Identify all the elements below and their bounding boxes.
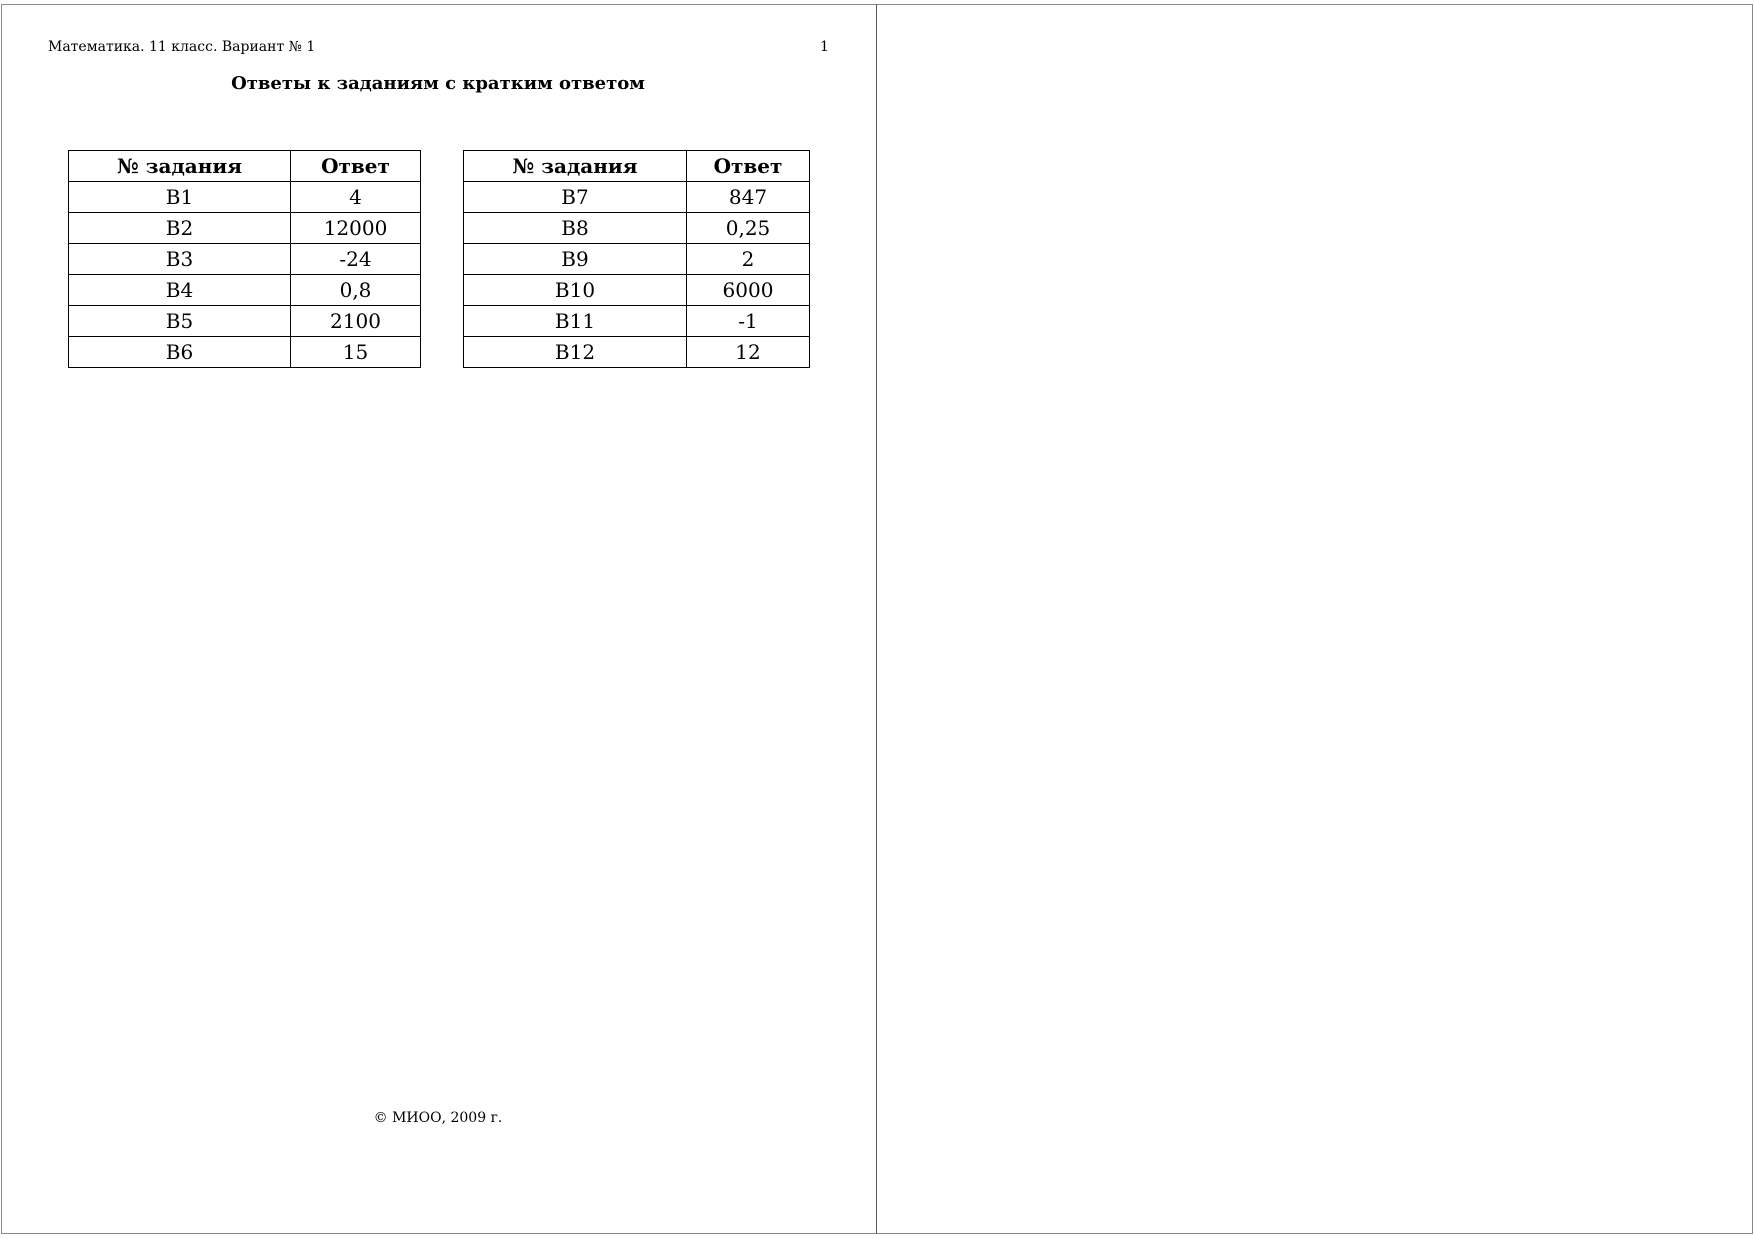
answer-cell: 847 (687, 182, 810, 213)
page-number: 1 (820, 39, 829, 55)
table-row (464, 182, 810, 213)
answers-table-left (68, 150, 421, 368)
task-cell: B8 (464, 213, 687, 244)
table-row (69, 337, 421, 368)
task-cell: B11 (464, 306, 687, 337)
answer-cell: 15 (291, 337, 421, 368)
table-row (69, 182, 421, 213)
task-cell: B5 (69, 306, 291, 337)
task-cell: B2 (69, 213, 291, 244)
column-header-task: № задания (69, 151, 291, 182)
task-cell: B6 (69, 337, 291, 368)
table-header-row (464, 151, 810, 182)
table-row (69, 213, 421, 244)
table-header-row (69, 151, 421, 182)
copyright-footer: © МИОО, 2009 г. (373, 1110, 503, 1126)
page-divider (876, 4, 877, 1234)
answer-cell: -1 (687, 306, 810, 337)
running-head: Математика. 11 класс. Вариант № 1 (48, 39, 316, 55)
table-row (464, 275, 810, 306)
table-row (69, 306, 421, 337)
task-cell: B9 (464, 244, 687, 275)
column-header-task: № задания (464, 151, 687, 182)
answer-cell: 12 (687, 337, 810, 368)
table-row (464, 337, 810, 368)
task-cell: B10 (464, 275, 687, 306)
task-cell: B1 (69, 182, 291, 213)
task-cell: B4 (69, 275, 291, 306)
column-header-answer: Ответ (687, 151, 810, 182)
task-cell: B3 (69, 244, 291, 275)
page-title: Ответы к заданиям с кратким ответом (231, 73, 645, 94)
table-row (464, 244, 810, 275)
answer-cell: 0,8 (291, 275, 421, 306)
answer-cell: 6000 (687, 275, 810, 306)
table-row (464, 306, 810, 337)
column-header-answer: Ответ (291, 151, 421, 182)
answer-cell: 2 (687, 244, 810, 275)
answer-cell: 12000 (291, 213, 421, 244)
answers-table-right (463, 150, 810, 368)
answer-cell: 4 (291, 182, 421, 213)
table-row (464, 213, 810, 244)
task-cell: B7 (464, 182, 687, 213)
answer-cell: 2100 (291, 306, 421, 337)
answer-cell: -24 (291, 244, 421, 275)
task-cell: B12 (464, 337, 687, 368)
table-row (69, 275, 421, 306)
table-row (69, 244, 421, 275)
answer-cell: 0,25 (687, 213, 810, 244)
